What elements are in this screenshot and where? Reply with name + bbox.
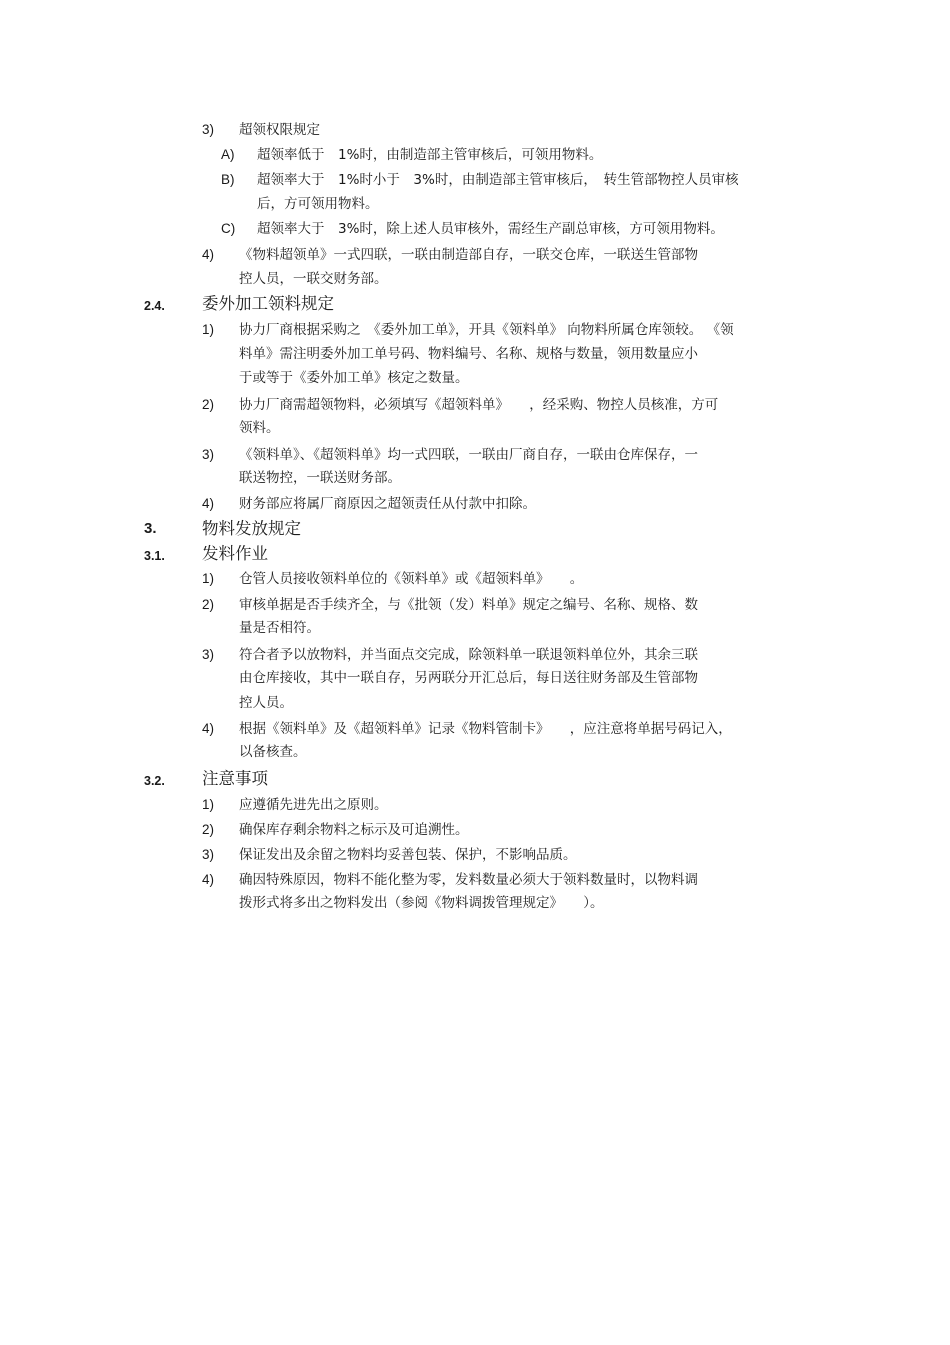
item-number: 2) — [202, 597, 215, 612]
item-number: 4) — [202, 496, 215, 511]
item-number: 3) — [202, 847, 215, 862]
item-text: 控人员，一联交财务部。 — [239, 271, 388, 287]
sub-item-text: 超领率大于 3%时，除上述人员审核外，需经生产副总审核，方可领用物料。 — [257, 221, 724, 237]
item-text: 于或等于《委外加工单》核定之数量。 — [239, 370, 469, 386]
item-text: 财务部应将属厂商原因之超领责任从付款中扣除。 — [239, 496, 536, 512]
section-title: 注意事项 — [202, 769, 268, 788]
section-number: 3.1. — [144, 549, 165, 563]
item-text: 符合者予以放物料，并当面点交完成，除领料单一联退领料单位外，其余三联 — [239, 647, 698, 663]
item-text: 《物料超领单》一式四联，一联由制造部自存，一联交仓库，一联送生管部物 — [239, 247, 698, 263]
item-text: 领料。 — [239, 420, 280, 436]
sub-item-label: A) — [221, 147, 235, 162]
item-text: 协力厂商需超领物料，必须填写《超领料单》 ，经采购、物控人员核准，方可 — [239, 397, 719, 413]
item-text: 根据《领料单》及《超领料单》记录《物料管制卡》 ，应注意将单据号码记入， — [239, 721, 732, 737]
item-text: 协力厂商根据采购之 《委外加工单》，开具《领料单》 向物料所属仓库领较。 《领 — [239, 322, 734, 338]
item-number: 3) — [202, 122, 215, 137]
item-number: 4) — [202, 721, 215, 736]
section-title: 委外加工领料规定 — [202, 294, 334, 313]
section-number: 2.4. — [144, 299, 165, 313]
item-number: 1) — [202, 797, 215, 812]
item-text: 料单》需注明委外加工单号码、物料编号、名称、规格与数量，领用数量应小 — [239, 346, 698, 362]
sub-item-label: B) — [221, 172, 235, 187]
item-text: 保证发出及余留之物料均妥善包装、保护，不影响品质。 — [239, 847, 577, 863]
sub-item-text: 超领率低于 1%时，由制造部主管审核后，可领用物料。 — [257, 147, 603, 163]
item-text: 拨形式将多出之物料发出（参阅《物料调拨管理规定》 ）。 — [239, 895, 604, 911]
item-number: 2) — [202, 822, 215, 837]
item-text: 由仓库接收，其中一联自存，另两联分开汇总后，每日送往财务部及生管部物 — [239, 670, 698, 686]
item-number: 4) — [202, 872, 215, 887]
item-text: 确保库存剩余物料之标示及可追溯性。 — [239, 822, 469, 838]
item-number: 4) — [202, 247, 215, 262]
section-number: 3. — [144, 520, 157, 537]
item-text: 审核单据是否手续齐全，与《批领（发）料单》规定之编号、名称、规格、数 — [239, 597, 698, 613]
item-text: 仓管人员接收领料单位的《领料单》或《超领料单》 。 — [239, 571, 584, 587]
item-text: 以备核查。 — [239, 744, 307, 760]
item-number: 3) — [202, 647, 215, 662]
section-number: 3.2. — [144, 774, 165, 788]
item-text: 确因特殊原因，物料不能化整为零，发料数量必须大于领料数量时，以物料调 — [239, 872, 698, 888]
item-text: 联送物控，一联送财务部。 — [239, 470, 401, 486]
item-number: 1) — [202, 571, 215, 586]
section-title: 发料作业 — [202, 544, 268, 563]
sub-item-label: C) — [221, 221, 236, 236]
sub-item-text: 后，方可领用物料。 — [257, 196, 379, 212]
item-text: 应遵循先进先出之原则。 — [239, 797, 388, 813]
sub-item-text: 超领率大于 1%时小于 3%时，由制造部主管审核后， 转生管部物控人员审核 — [257, 172, 739, 188]
item-number: 2) — [202, 397, 215, 412]
item-title: 超领权限规定 — [239, 122, 320, 138]
item-number: 3) — [202, 447, 215, 462]
section-title: 物料发放规定 — [202, 519, 301, 538]
item-text: 量是否相符。 — [239, 620, 320, 636]
item-text: 控人员。 — [239, 695, 293, 711]
item-number: 1) — [202, 322, 215, 337]
item-text: 《领料单》、《超领料单》均一式四联，一联由厂商自存，一联由仓库保存，一 — [239, 447, 698, 463]
